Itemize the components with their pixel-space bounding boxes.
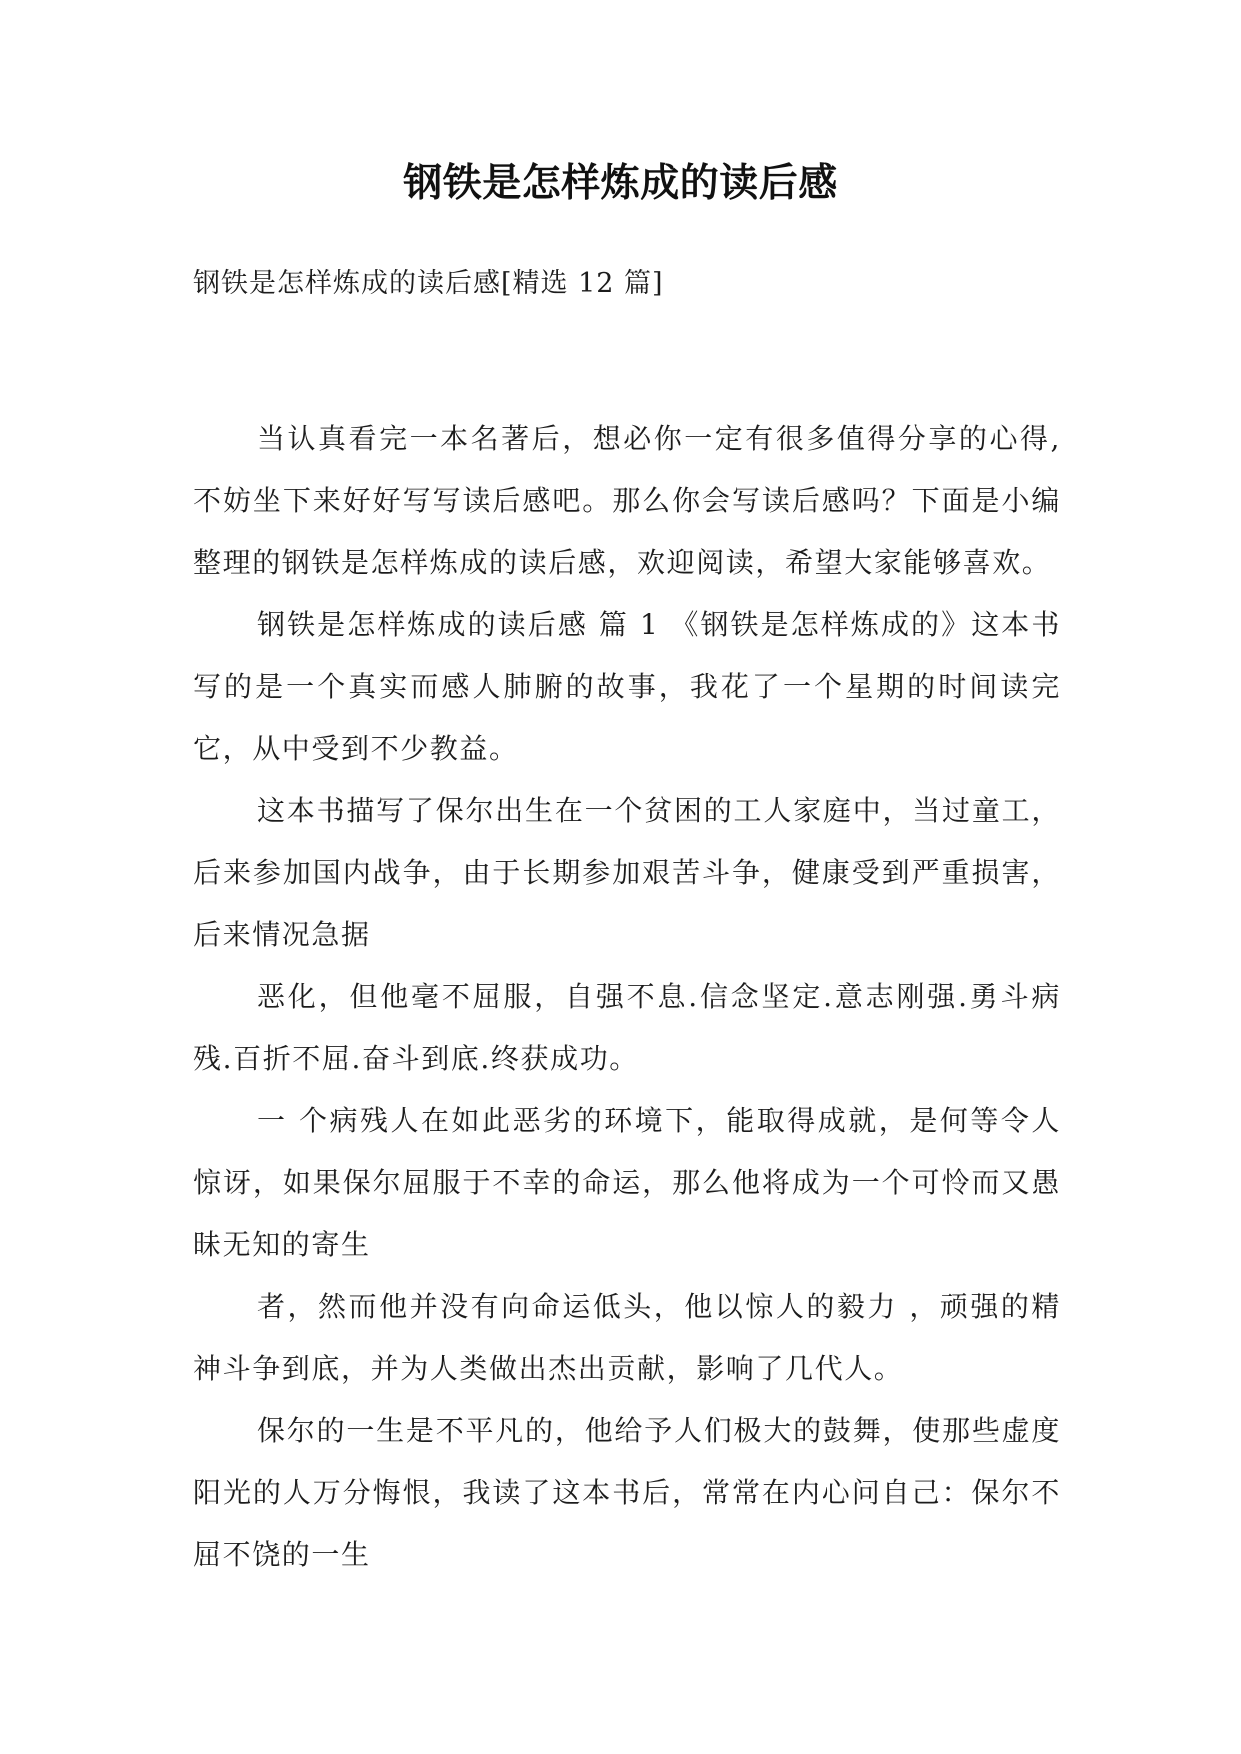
document-title: 钢铁是怎样炼成的读后感 — [403, 160, 838, 206]
paragraph: 当认真看完一本名著后，想必你一定有很多值得分享的心得,不妨坐下来好好写写读后感吧。那么你会写读后感吗？下面是小编整理的钢铁是怎样炼成的读后感，欢迎阅读，希望大家能够喜欢。 — [193, 422, 1061, 579]
paragraph: 一 个病残人在如此恶劣的环境下，能取得成就，是何等令人惊讶，如果保尔屈服于不幸的命运，那么他将成为一个可怜而又愚昧无知的寄生 — [193, 1104, 1061, 1261]
paragraph: 保尔的一生是不平凡的，他给予人们极大的鼓舞，使那些虚度阳光的人万分悔恨，我读了这本书后，常常在内心问自己：保尔不屈不饶的一生 — [193, 1414, 1061, 1571]
document-subtitle: 钢铁是怎样炼成的读后感[精选 12 篇] — [193, 268, 664, 299]
paragraph: 钢铁是怎样炼成的读后感 篇 1 《钢铁是怎样炼成的》这本书写的是一个真实而感人肺腑的故事，我花了一个星期的时间读完它，从中受到不少教益。 — [193, 608, 1061, 765]
paragraph: 者，然而他并没有向命运低头，他以惊人的毅力 ，顽强的精神斗争到底，并为人类做出杰出贡献，影响了几代人。 — [193, 1290, 1061, 1385]
paragraph: 恶化，但他毫不屈服，自强不息.信念坚定.意志刚强.勇斗病残.百折不屈.奋斗到底.终获成功。 — [193, 980, 1061, 1075]
paragraph: 这本书描写了保尔出生在一个贫困的工人家庭中，当过童工，后来参加国内战争，由于长期参加艰苦斗争，健康受到严重损害，后来情况急据 — [193, 794, 1061, 951]
document-body — [193, 408, 1061, 1586]
